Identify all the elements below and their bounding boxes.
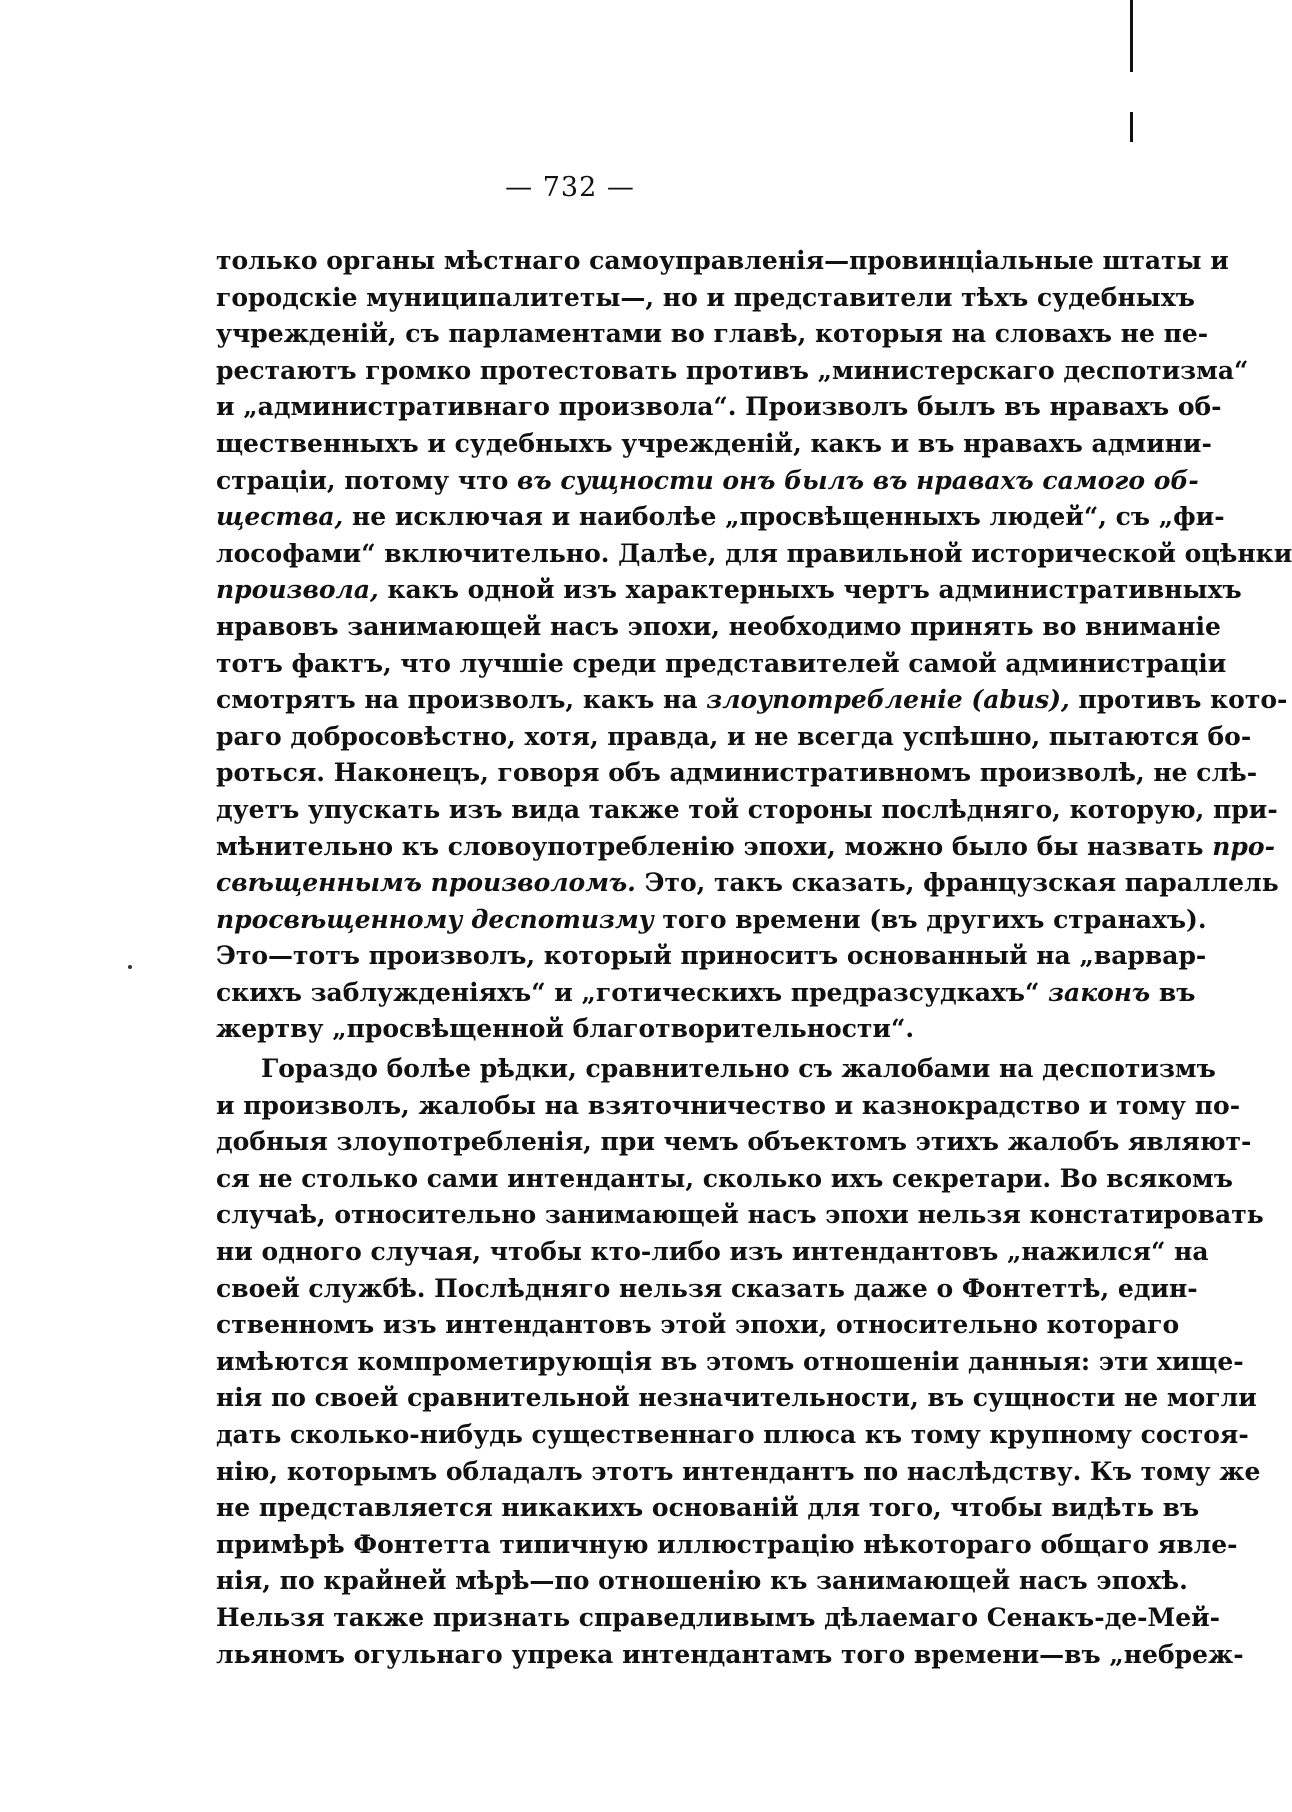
paragraph — [216, 1051, 1264, 1673]
text-line — [216, 463, 1199, 500]
text-line — [216, 719, 1252, 756]
text-line — [216, 609, 1221, 646]
text-line — [216, 499, 1225, 536]
text-run: учрежденій, съ парламентами во главѣ, которыя на словахъ не пе- — [216, 319, 1209, 349]
text-run: нравовъ занимающей насъ эпохи, необходимо принять во вниманіе — [216, 611, 1221, 641]
text-line — [216, 316, 1209, 353]
text-line — [216, 902, 1207, 939]
text-line — [216, 572, 1242, 609]
text-run: и произволъ, жалобы на взяточничество и казнокрадство и тому по- — [216, 1090, 1241, 1120]
text-line — [216, 1490, 1200, 1527]
italic-text: про- — [1212, 831, 1275, 861]
text-line — [216, 829, 1275, 866]
text-line — [216, 1380, 1257, 1417]
text-run: только органы мѣстнаго самоуправленія—провинціальные штаты и — [216, 246, 1229, 275]
italic-text: произвола, — [216, 575, 379, 605]
text-run: дать сколько-нибудь существеннаго плюса къ тому крупному состоя- — [216, 1420, 1249, 1449]
text-line — [216, 426, 1212, 463]
text-run: нія по своей сравнительной незначительности, въ сущности не могли — [216, 1383, 1257, 1413]
text-run: лософами“ включительно. Далѣе, для правильной исторической оцѣнки — [216, 538, 1292, 568]
text-line — [216, 1454, 1261, 1491]
text-run: льяномъ огульнаго упрека интендантамъ того времени—въ „небреж- — [216, 1639, 1244, 1669]
body-text — [216, 243, 1292, 1673]
text-line — [216, 975, 1196, 1012]
scan-speck — [128, 965, 132, 969]
text-line — [216, 682, 1288, 719]
text-line — [216, 792, 1278, 829]
text-run: Это—тотъ произволъ, который приноситъ основанный на „варвар- — [216, 941, 1207, 971]
text-run: ственномъ изъ интендантовъ этой эпохи, относительно котораго — [216, 1310, 1180, 1340]
text-run: скихъ заблужденіяхъ“ и „готическихъ предразсудкахъ“ — [216, 977, 1049, 1007]
text-run: жертву „просвѣщенной благотворительности“. — [216, 1014, 915, 1044]
scan-edge-mark-top — [1130, 0, 1133, 72]
text-run: раго добросовѣстно, хотя, правда, и не всегда успѣшно, пытаются бо- — [216, 721, 1252, 751]
text-line — [216, 1637, 1244, 1674]
italic-text: свѣщеннымъ произволомъ. — [216, 868, 636, 898]
text-run: нія, по крайней мѣрѣ—по отношенію къ занимающей насъ эпохѣ. — [216, 1566, 1188, 1596]
text-run: не представляется никакихъ основаній для того, чтобы видѣть въ — [216, 1493, 1200, 1523]
text-run: того времени (въ другихъ странахъ). — [653, 904, 1207, 934]
text-run: и „административнаго произвола“. Произволъ былъ въ нравахъ об- — [216, 392, 1222, 422]
scan-edge-mark-bottom — [1130, 112, 1133, 142]
text-line — [216, 1417, 1249, 1454]
text-run: какъ одной изъ характерныхъ чертъ административныхъ — [378, 575, 1242, 605]
text-line — [216, 353, 1249, 390]
text-line — [216, 389, 1222, 426]
text-run: городскіе муниципалитеты—, но и представители тѣхъ судебныхъ — [216, 282, 1195, 312]
text-line — [216, 1161, 1233, 1198]
text-run: нію, которымъ обладалъ этотъ интендантъ по наслѣдству. Къ тому же — [216, 1456, 1261, 1486]
italic-text: въ сущности онъ былъ въ нравахъ самого об- — [517, 465, 1199, 495]
text-run: щественныхъ и судебныхъ учрежденій, какъ и въ нравахъ админи- — [216, 428, 1212, 458]
text-line — [216, 1011, 1081, 1048]
text-line — [216, 1527, 1238, 1564]
text-run: въ — [1150, 977, 1196, 1007]
text-run: Это, такъ сказать, французская параллель — [635, 868, 1279, 898]
text-run: ся не столько сами интенданты, сколько ихъ секретари. Во всякомъ — [216, 1163, 1233, 1193]
italic-text: просвѣщенному деспотизму — [216, 904, 654, 934]
text-line — [216, 1600, 1221, 1637]
text-line — [216, 1344, 1244, 1381]
text-line — [216, 938, 1207, 975]
text-line — [216, 243, 1229, 280]
italic-text: злоупотребленіе (abus), — [706, 685, 1070, 715]
text-line — [216, 865, 1279, 902]
text-run: страціи, потому что — [216, 465, 518, 495]
text-run: своей службѣ. Послѣдняго нельзя сказать даже о Фонтеттѣ, един- — [216, 1273, 1198, 1303]
text-run: противъ кото- — [1069, 685, 1288, 715]
text-line — [216, 755, 1258, 792]
text-run: случаѣ, относительно занимающей насъ эпохи нельзя констатировать — [216, 1200, 1264, 1230]
text-run: имѣются компрометирующія въ этомъ отношеніи данныя: эти хище- — [216, 1346, 1244, 1376]
italic-text: законъ — [1048, 977, 1151, 1007]
text-run: примѣрѣ Фонтетта типичную иллюстрацію нѣкотораго общаго явле- — [216, 1529, 1238, 1559]
text-run: роться. Наконецъ, говоря объ административномъ произволѣ, не слѣ- — [216, 758, 1258, 788]
text-run: тотъ фактъ, что лучшіе среди представителей самой администраціи — [216, 648, 1227, 678]
text-line — [216, 1307, 1180, 1344]
text-line — [216, 1051, 1216, 1088]
text-run: Нельзя также признать справедливымъ дѣлаемаго Сенакъ-де-Мей- — [216, 1602, 1221, 1632]
text-line — [216, 1124, 1252, 1161]
text-run: Гораздо болѣе рѣдки, сравнительно съ жалобами на деспотизмъ — [261, 1054, 1216, 1084]
text-run: ни одного случая, чтобы кто-либо изъ интендантовъ „нажился“ на — [216, 1237, 1209, 1267]
text-line — [216, 646, 1227, 683]
text-run: смотрятъ на произволъ, какъ на — [216, 685, 707, 715]
page-number: — 732 — — [505, 172, 635, 203]
text-run: мѣнительно къ словоупотребленію эпохи, можно было бы назвать — [216, 831, 1213, 861]
italic-text: щества, — [216, 502, 344, 532]
paragraph — [216, 243, 1292, 1048]
text-run: не исключая и наиболѣе „просвѣщенныхъ людей“, съ „фи- — [343, 502, 1225, 532]
text-line — [216, 1271, 1198, 1308]
text-run: дуетъ упускать изъ вида также той стороны послѣдняго, которую, при- — [216, 794, 1278, 824]
text-line — [216, 1234, 1209, 1271]
text-line — [216, 1197, 1264, 1234]
text-line — [216, 1563, 1188, 1600]
text-line — [216, 280, 1195, 317]
text-run: рестаютъ громко протестовать противъ „министерскаго деспотизма“ — [216, 355, 1249, 385]
text-line — [216, 1088, 1241, 1125]
text-line — [216, 536, 1292, 573]
text-run: добныя злоупотребленія, при чемъ объектомъ этихъ жалобъ являют- — [216, 1127, 1252, 1157]
